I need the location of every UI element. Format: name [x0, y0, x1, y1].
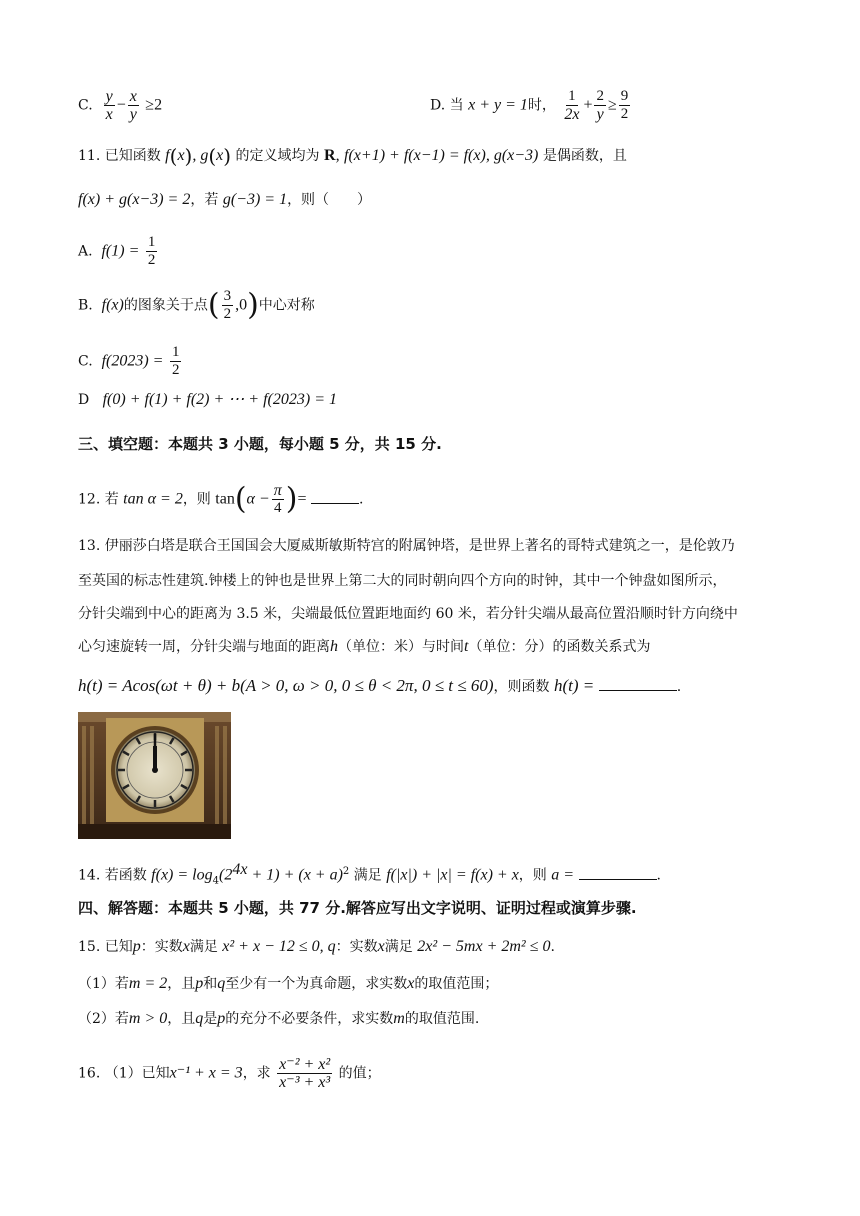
- q10-option-c: C. $\frac{y}{x}$ − $\frac{x}{y}$ ≥2: [78, 88, 163, 123]
- section-4-heading: 四、解答题：本题共 5 小题，共 77 分.解答应写出文字说明、证明过程或演算步骤.: [78, 899, 637, 917]
- q14: 14. 若函数 $f(x) = \log_4(2^{4x} + 1) + (x + a)^2$ 满足 f(|x|) + |x| = f(x) + x，则 a = .: [78, 861, 661, 887]
- q10-option-d: D. 当 x + y = 1时， $\frac{1}{2x}$ + $\frac{2}{y}$ ≥ $\frac{9}{2}$: [430, 88, 629, 123]
- q14-answer-blank: [579, 865, 657, 880]
- q13-answer-blank: [599, 676, 677, 691]
- q13-line4: 心匀速旋转一周，分针尖端与地面的距离h（单位：米）与时间t（单位：分）的函数关系式为: [78, 638, 651, 655]
- clock-tower-image: [78, 712, 231, 839]
- q11-line1: 11. 已知函数 f(x), g(x) 的定义域均为 R, f(x+1) + f(x−1) = f(x), g(x−3) 是偶函数，且: [78, 144, 627, 168]
- q12: 12. 若 tan α = 2，则 tan(α − $\frac{\pi}{4}$ )= .: [78, 481, 364, 517]
- section-3-heading: 三、填空题：本题共 3 小题，每小题 5 分，共 15 分.: [78, 435, 442, 453]
- q11-option-a: A. f(1) = $\frac{1}{2}$: [78, 234, 156, 268]
- q16: 16. （1）已知x⁻¹ + x = 3，求 $\frac{\text{x⁻² + x²}}{\text{x⁻³ + x³}}$ 的值；: [78, 1056, 381, 1091]
- q13-line2: 至英国的标志性建筑.钟楼上的钟也是世界上第二大的同时朝向四个方向的时钟，其中一个钟盘如图所示，: [78, 573, 727, 589]
- q11-option-b: B. f(x)的图象关于点( $\frac{3}{2}$ ,0)中心对称: [78, 287, 315, 323]
- q11-option-c: C. f(2023) = $\frac{1}{2}$: [78, 344, 180, 378]
- q13-formula-line: h(t) = Acos(ωt + θ) + b(A > 0, ω > 0, 0 ≤ θ < 2π, 0 ≤ t ≤ 60)，则函数 h(t) = .: [78, 676, 682, 695]
- q11-line2: f(x) + g(x−3) = 2，若 g(−3) = 1，则（ ）: [78, 191, 372, 208]
- q15-stem: 15. 已知p：实数x满足 x² + x − 12 ≤ 0, q：实数x满足 2x² − 5mx + 2m² ≤ 0.: [78, 938, 555, 955]
- q12-answer-blank: [311, 489, 359, 504]
- q15-part2: （2）若m > 0，且q是p的充分不必要条件，求实数m的取值范围.: [78, 1010, 480, 1027]
- q13-line1: 13. 伊丽莎白塔是联合王国国会大厦威斯敏斯特宫的附属钟塔，是世界上著名的哥特式建筑之一，是伦敦乃: [78, 538, 735, 554]
- q13-line3: 分针尖端到中心的距离为 3.5 米，尖端最低位置距地面约 60 米，若分针尖端从最高位置沿顺时针方向绕中: [78, 606, 738, 622]
- q11-option-d: D f(0) + f(1) + f(2) + ⋯ + f(2023) = 1: [78, 391, 337, 408]
- q15-part1: （1）若m = 2，且p和q至少有一个为真命题，求实数x的取值范围；: [78, 975, 499, 992]
